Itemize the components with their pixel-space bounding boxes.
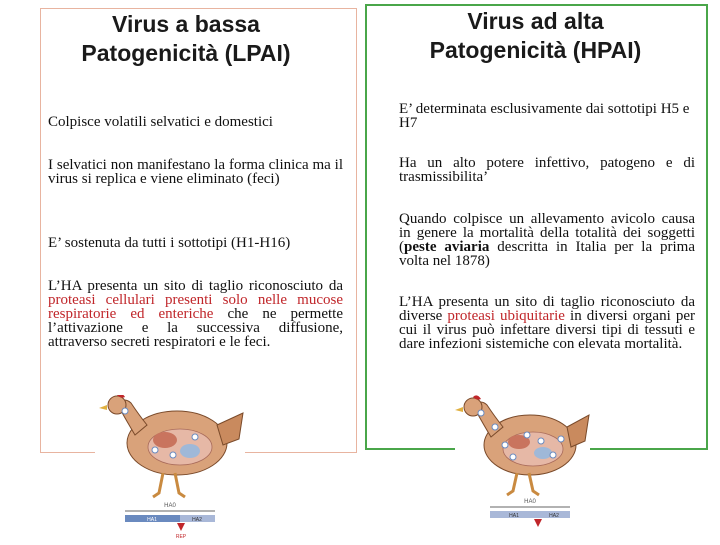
lpai-p4-highlight: proteasi cellulari presenti solo nelle mucose respiratorie ed enteriche [48,292,343,322]
hpai-paragraph-2: Ha un alto potere infettivo, patogeno e di trasmissibilita’ [399,155,695,185]
hpai-ha-diagram [490,499,570,527]
lpai-title [36,10,336,68]
hpai-paragraph-4 [399,295,695,351]
hpai-p4-highlight-1: proteasi [447,308,495,324]
hpai-chicken-body [455,395,589,495]
hpai-ha1-label: HA1 [509,513,519,519]
lpai-cleavage-arrow [177,523,185,531]
lpai-title-line1: Virus a bassa [112,11,260,37]
hpai-chicken-figure [455,395,590,535]
lpai-chicken-illustration [95,395,245,540]
lpai-p4-text-b: che ne permette l’attivazione e la successiva diffusione, attraverso secreti respiratori e le feci. [48,306,343,350]
hpai-chicken-illustration [455,395,590,535]
lpai-paragraph-1: Colpisce volatili selvatici e domestici [48,114,273,130]
hpai-p4-text-b: in diversi organi per cui il virus può infettare diversi tipi di tessuti e dare infezioni sistemiche con elevata mortalità. [399,308,695,352]
hpai-title [383,7,688,65]
lpai-title-line2: Patogenicità (LPAI) [81,40,291,66]
hpai-paragraph-1: E’ determinata esclusivamente dai sottotipi H5 e H7 [399,101,690,131]
hpai-p4-highlight-2: ubiquitarie [499,308,565,324]
hpai-cleavage-arrow [534,519,542,527]
lpai-chicken-body [99,395,243,497]
lpai-chicken-figure [95,395,245,540]
lpai-ha1-label: HA1 [147,517,157,523]
lpai-paragraph-4 [48,279,343,349]
lpai-paragraph-2: I selvatici non manifestano la forma clinica ma il virus si replica e viene eliminato (feci) [48,157,343,187]
lpai-rep-label: REP [175,534,187,540]
hpai-paragraph-3 [399,212,695,268]
lpai-ha0-label: HA0 [164,503,176,509]
hpai-p4-text-a: L’HA presenta un sito di taglio riconosciuto da diverse [399,294,695,324]
lpai-p4-text-a: L’HA presenta un sito di taglio riconosciuto da [48,278,343,294]
hpai-p3-text-a: Quando colpisce un allevamento avicolo causa in genere la mortalità della totalità dei soggetti ( [399,211,695,255]
hpai-ha0-label: HA0 [524,499,536,505]
hpai-title-line2: Patogenicità (HPAI) [429,37,642,63]
hpai-title-line1: Virus ad alta [467,8,604,34]
lpai-paragraph-3: E’ sostenuta da tutti i sottotipi (H1-H16) [48,235,291,251]
hpai-p3-bold: peste aviaria [404,239,490,255]
hpai-ha2-label: HA2 [549,513,559,519]
lpai-panel [40,8,357,453]
hpai-p3-text-b: descritta in Italia per la prima volta nel 1878) [399,239,696,269]
lpai-ha2-label: HA2 [192,517,202,523]
lpai-ha-diagram [125,503,215,540]
